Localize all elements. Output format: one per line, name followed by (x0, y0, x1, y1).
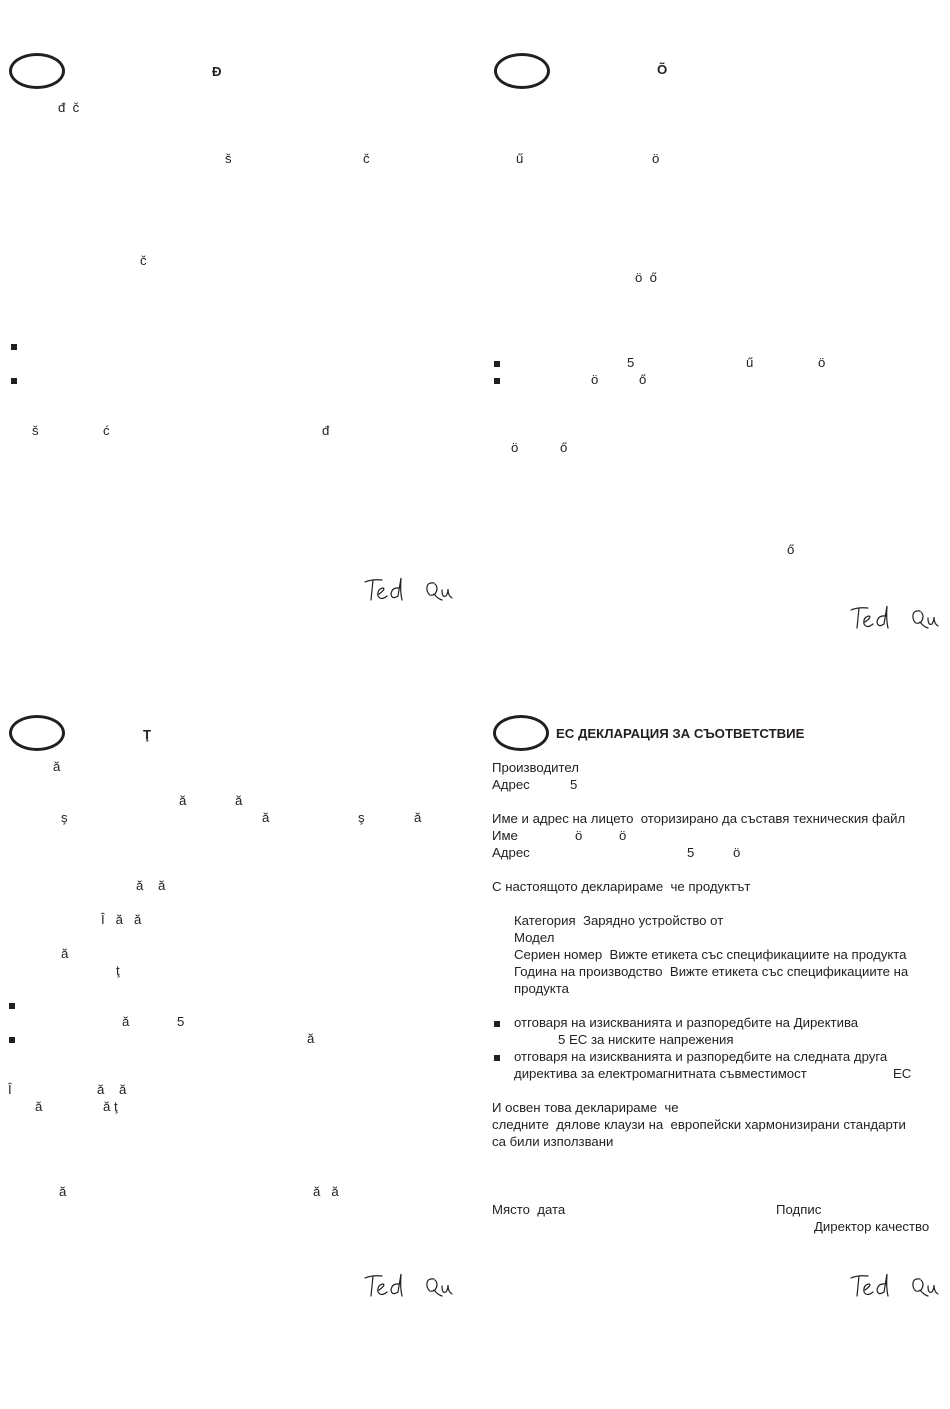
q3-line-3d: ă (414, 810, 422, 825)
q3-line-5: Î ă ă (101, 912, 142, 927)
q1-line-1: đ č (58, 100, 80, 115)
q1-line-4b: ć (103, 423, 110, 438)
q2-line-1b: ö (652, 151, 660, 166)
q2-line-3b: ő (560, 440, 568, 455)
q1-line-2b: č (363, 151, 370, 166)
q4-title: ЕС ДЕКЛАРАЦИЯ ЗА СЪОТВЕТСТВИЕ (556, 726, 805, 741)
bullet-marker (494, 1021, 500, 1027)
address2-number: 5 (687, 845, 695, 860)
director-title: Директор качество (814, 1219, 930, 1234)
also-declare-line-1: И освен това декларираме че (492, 1100, 679, 1115)
q2-line-4: ő (787, 542, 795, 557)
declaration-statement: С настоящото декларираме че продуктът (492, 879, 751, 894)
serial-line: Сериен номер Вижте етикета със спецификациите на продукта (514, 947, 907, 962)
q2-title: Õ (657, 62, 668, 77)
name-value-2: ö (619, 828, 627, 843)
address2-label: Адрес (492, 845, 530, 860)
q2-bullet-2b: ő (639, 372, 647, 387)
q2-line-1a: ű (516, 151, 524, 166)
bullet-1-line-2: 5 ЕС за ниските напрежения (558, 1032, 734, 1047)
q3-line-3c: ş (358, 810, 365, 825)
year-line-2: продукта (514, 981, 569, 996)
signature-image (362, 574, 458, 606)
q3-bullet-2: ă (307, 1031, 315, 1046)
q3-line-8b: ă ă (97, 1082, 127, 1097)
q1-title: Đ (212, 64, 222, 79)
language-badge-q4 (493, 715, 549, 751)
q1-line-4c: đ (322, 423, 330, 438)
q3-line-7: ţ (116, 963, 120, 978)
q2-bullet-1c: ö (818, 355, 826, 370)
q3-title: Ţ (143, 727, 152, 742)
q3-line-2a: ă (179, 793, 187, 808)
category-line: Категория Зарядно устройство от (514, 913, 724, 928)
q3-line-3a: ş (61, 810, 68, 825)
q3-line-4: ă ă (136, 878, 166, 893)
q2-bullet-1b: ű (746, 355, 754, 370)
address2-value: ö (733, 845, 741, 860)
q3-line-10b: ă ă (313, 1184, 339, 1199)
bullet-marker (494, 1055, 500, 1061)
bullet-marker (9, 1003, 15, 1009)
bullet-marker (11, 378, 17, 384)
name-value-1: ö (575, 828, 583, 843)
q3-line-1: ă (53, 759, 61, 774)
bullet-2-suffix: ЕС (893, 1066, 912, 1081)
bullet-2-line-1: отговаря на изискванията и разпоредбите на следната друга (514, 1049, 888, 1064)
q2-line-2: ö ő (635, 270, 657, 285)
language-badge-q1 (9, 53, 65, 89)
q1-line-3: č (140, 253, 147, 268)
q3-line-8a: Î (8, 1082, 12, 1097)
bullet-2-line-2: директива за електромагнитната съвместимост (514, 1066, 807, 1081)
language-badge-q3 (9, 715, 65, 751)
place-date-label: Място дата (492, 1202, 566, 1217)
signature-image (848, 602, 944, 634)
signature-image (848, 1270, 944, 1302)
q3-line-9a: ă (35, 1099, 43, 1114)
q3-line-3b: ă (262, 810, 270, 825)
also-declare-line-2: следните дялове клаузи на европейски хармонизирани стандарти (492, 1117, 906, 1132)
q1-line-2a: š (225, 151, 232, 166)
year-line-1: Година на производство Вижте етикета със спецификациите на (514, 964, 909, 979)
name-label: Име (492, 828, 518, 843)
q2-line-3a: ö (511, 440, 519, 455)
q3-line-6: ă (61, 946, 69, 961)
address-label: Адрес (492, 777, 530, 792)
q3-bullet-1b: 5 (177, 1014, 185, 1029)
bullet-marker (9, 1037, 15, 1043)
language-badge-q2 (494, 53, 550, 89)
q1-line-4a: š (32, 423, 39, 438)
q2-bullet-1a: 5 (627, 355, 635, 370)
q3-bullet-1a: ă (122, 1014, 130, 1029)
also-declare-line-3: са били използвани (492, 1134, 614, 1149)
bullet-marker (11, 344, 17, 350)
bullet-marker (494, 378, 500, 384)
signature-label: Подпис (776, 1202, 822, 1217)
bullet-1-line-1: отговаря на изискванията и разпоредбите на Директива (514, 1015, 859, 1030)
bullet-marker (494, 361, 500, 367)
manufacturer-label: Производител (492, 760, 580, 775)
signature-image (362, 1270, 458, 1302)
q3-line-2b: ă (235, 793, 243, 808)
authorized-person-heading: Име и адрес на лицето оторизирано да съставя техническия файл (492, 811, 906, 826)
q2-bullet-2a: ö (591, 372, 599, 387)
q3-line-9b: ă ţ (103, 1099, 118, 1114)
model-line: Модел (514, 930, 555, 945)
address-number: 5 (570, 777, 578, 792)
q3-line-10a: ă (59, 1184, 67, 1199)
